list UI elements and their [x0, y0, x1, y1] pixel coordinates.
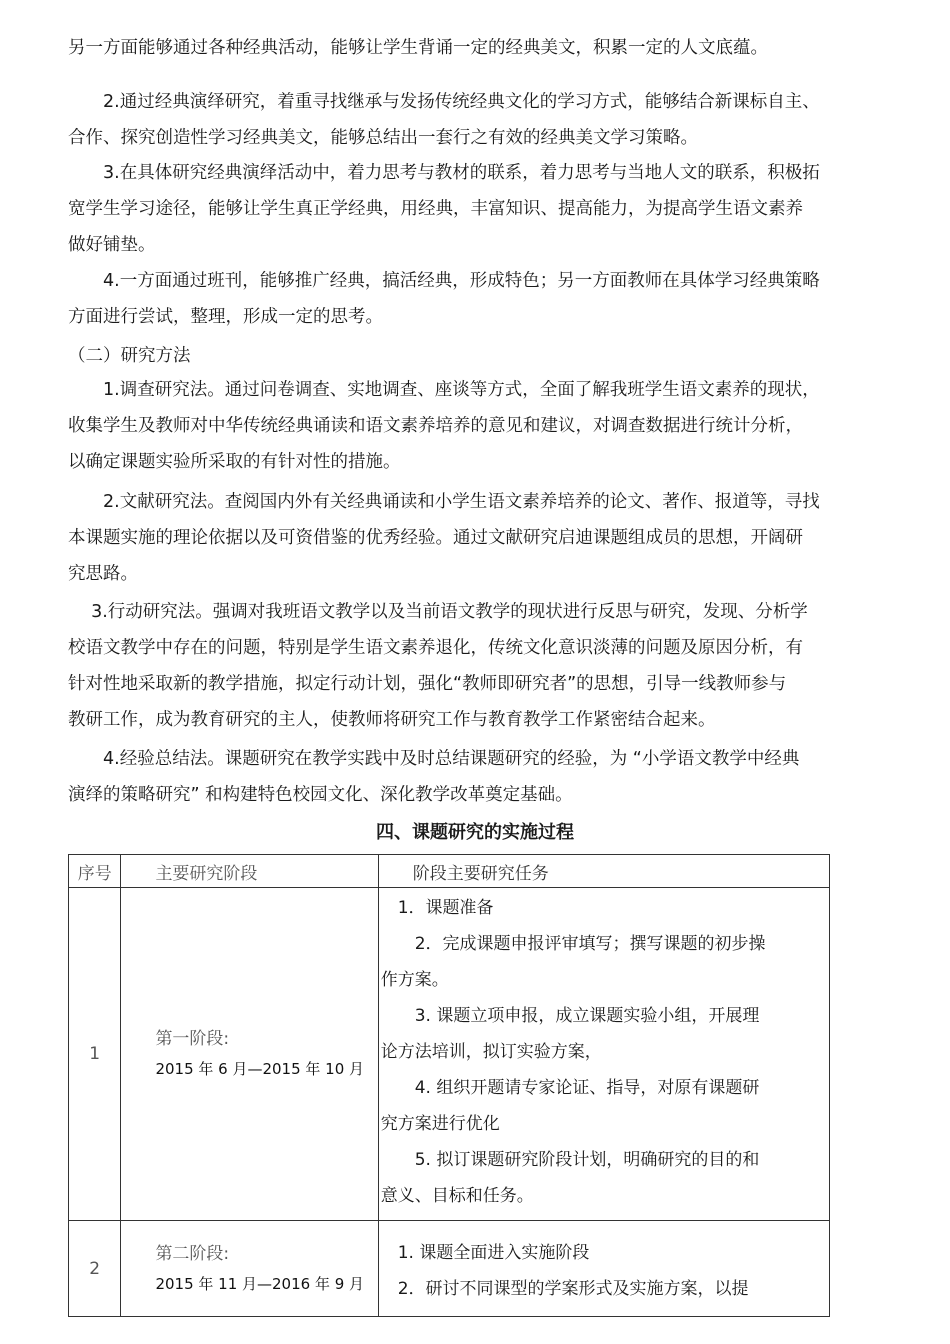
stage-date: 2015 年 11 月—2016 年 9 月 [155, 1274, 365, 1293]
section-title: 四、课题研究的实施过程 [376, 822, 574, 843]
header-cell-no: 序号 [69, 855, 121, 888]
stage-cell [121, 888, 378, 1221]
text-line: 究思路。 [68, 564, 138, 584]
text-line: 方面进行尝试，整理，形成一定的思考。 [68, 307, 383, 327]
method-heading: （二）研究方法 [68, 346, 191, 366]
task-line: 5. 拟订课题研究阶段计划，明确研究的目的和 [380, 1150, 760, 1170]
tasks-cell [378, 1221, 829, 1317]
task-line: 究方案进行优化 [380, 1114, 500, 1134]
task-line: 论方法培训，拟订实验方案， [380, 1042, 602, 1062]
table-row [69, 1221, 830, 1317]
table-header-row [69, 855, 830, 888]
tasks-cell [378, 888, 829, 1221]
method-1 [68, 372, 883, 480]
text-line: 4.经验总结法。课题研究在教学实践中及时总结课题研究的经验，为 “小学语文教学中经典 [68, 749, 800, 769]
text-line: 3.在具体研究经典演绎活动中，着力思考与教材的联系，着力思考与当地人文的联系，积极拓 [68, 163, 820, 183]
text-line: 1.调查研究法。通过问卷调查、实地调查、座谈等方式，全面了解我班学生语文素养的现状， [68, 380, 820, 400]
text-line: 针对性地采取新的教学措施，拟定行动计划，强化“教师即研究者”的思想，引导一线教师参与 [68, 674, 787, 694]
row-number: 2 [69, 1221, 121, 1317]
stage-date: 2015 年 6 月—2015 年 10 月 [155, 1060, 365, 1078]
stage-name: 第一阶段: [155, 1029, 230, 1049]
text-line: 做好铺垫。 [68, 235, 156, 255]
text-line: 合作、探究创造性学习经典美文，能够总结出一套行之有效的经典美文学习策略。 [68, 128, 698, 148]
stage-cell [121, 1221, 378, 1317]
text-line: 4.一方面通过班刊，能够推广经典，搞活经典，形成特色；另一方面教师在具体学习经典策略 [68, 271, 820, 291]
implementation-table [68, 854, 830, 1317]
task-line: 4. 组织开题请专家论证、指导，对原有课题研 [380, 1078, 760, 1098]
task-line: 2．研讨不同课型的学案形式及实施方案，以提 [380, 1279, 749, 1299]
text-line: 校语文教学中存在的问题，特别是学生语文素养退化，传统文化意识淡薄的问题及原因分析，有 [68, 638, 803, 658]
paragraph-3 [68, 155, 883, 263]
text-line: 另一方面能够通过各种经典活动，能够让学生背诵一定的经典美文，积累一定的人文底蕴。 [68, 38, 768, 58]
header-cell-tasks: 阶段主要研究任务 [378, 855, 829, 888]
text-line: 2.文献研究法。查阅国内外有关经典诵读和小学生语文素养培养的论文、著作、报道等，寻找 [68, 492, 820, 512]
method-3 [68, 594, 883, 738]
task-line: 1. 课题全面进入实施阶段 [380, 1243, 590, 1263]
method-4 [68, 741, 883, 813]
text-line: 本课题实施的理论依据以及可资借鉴的优秀经验。通过文献研究启迪课题组成员的思想，开阔研 [68, 528, 803, 548]
paragraph-1 [68, 30, 883, 66]
task-line: 1．课题准备 [380, 898, 494, 918]
text-line: 宽学生学习途径，能够让学生真正学经典，用经典，丰富知识、提高能力，为提高学生语文素养 [68, 199, 803, 219]
header-cell-stage: 主要研究阶段 [121, 855, 378, 888]
text-line: 收集学生及教师对中华传统经典诵读和语文素养培养的意见和建议，对调查数据进行统计分析， [68, 416, 803, 436]
text-line: 以确定课题实验所采取的有针对性的措施。 [68, 452, 401, 472]
paragraph-2 [68, 84, 883, 156]
task-line: 2．完成课题申报评审填写；撰写课题的初步操 [380, 934, 766, 954]
method-2 [68, 484, 883, 592]
task-line: 意义、目标和任务。 [380, 1186, 534, 1206]
text-line: 演绎的策略研究” 和构建特色校园文化、深化教学改革奠定基础。 [68, 785, 573, 805]
paragraph-4 [68, 263, 883, 335]
table-row [69, 888, 830, 1221]
task-line: 作方案。 [380, 970, 449, 990]
text-line: 3.行动研究法。强调对我班语文教学以及当前语文教学的现状进行反思与研究，发现、分析学 [68, 602, 808, 622]
text-line: 教研工作，成为教育研究的主人，使教师将研究工作与教育教学工作紧密结合起来。 [68, 710, 716, 730]
task-line: 3. 课题立项申报，成立课题实验小组，开展理 [380, 1006, 760, 1026]
stage-name: 第二阶段: [155, 1243, 230, 1264]
row-number: 1 [69, 888, 121, 1221]
text-line: 2.通过经典演绎研究，着重寻找继承与发扬传统经典文化的学习方式，能够结合新课标自主、 [68, 92, 820, 112]
